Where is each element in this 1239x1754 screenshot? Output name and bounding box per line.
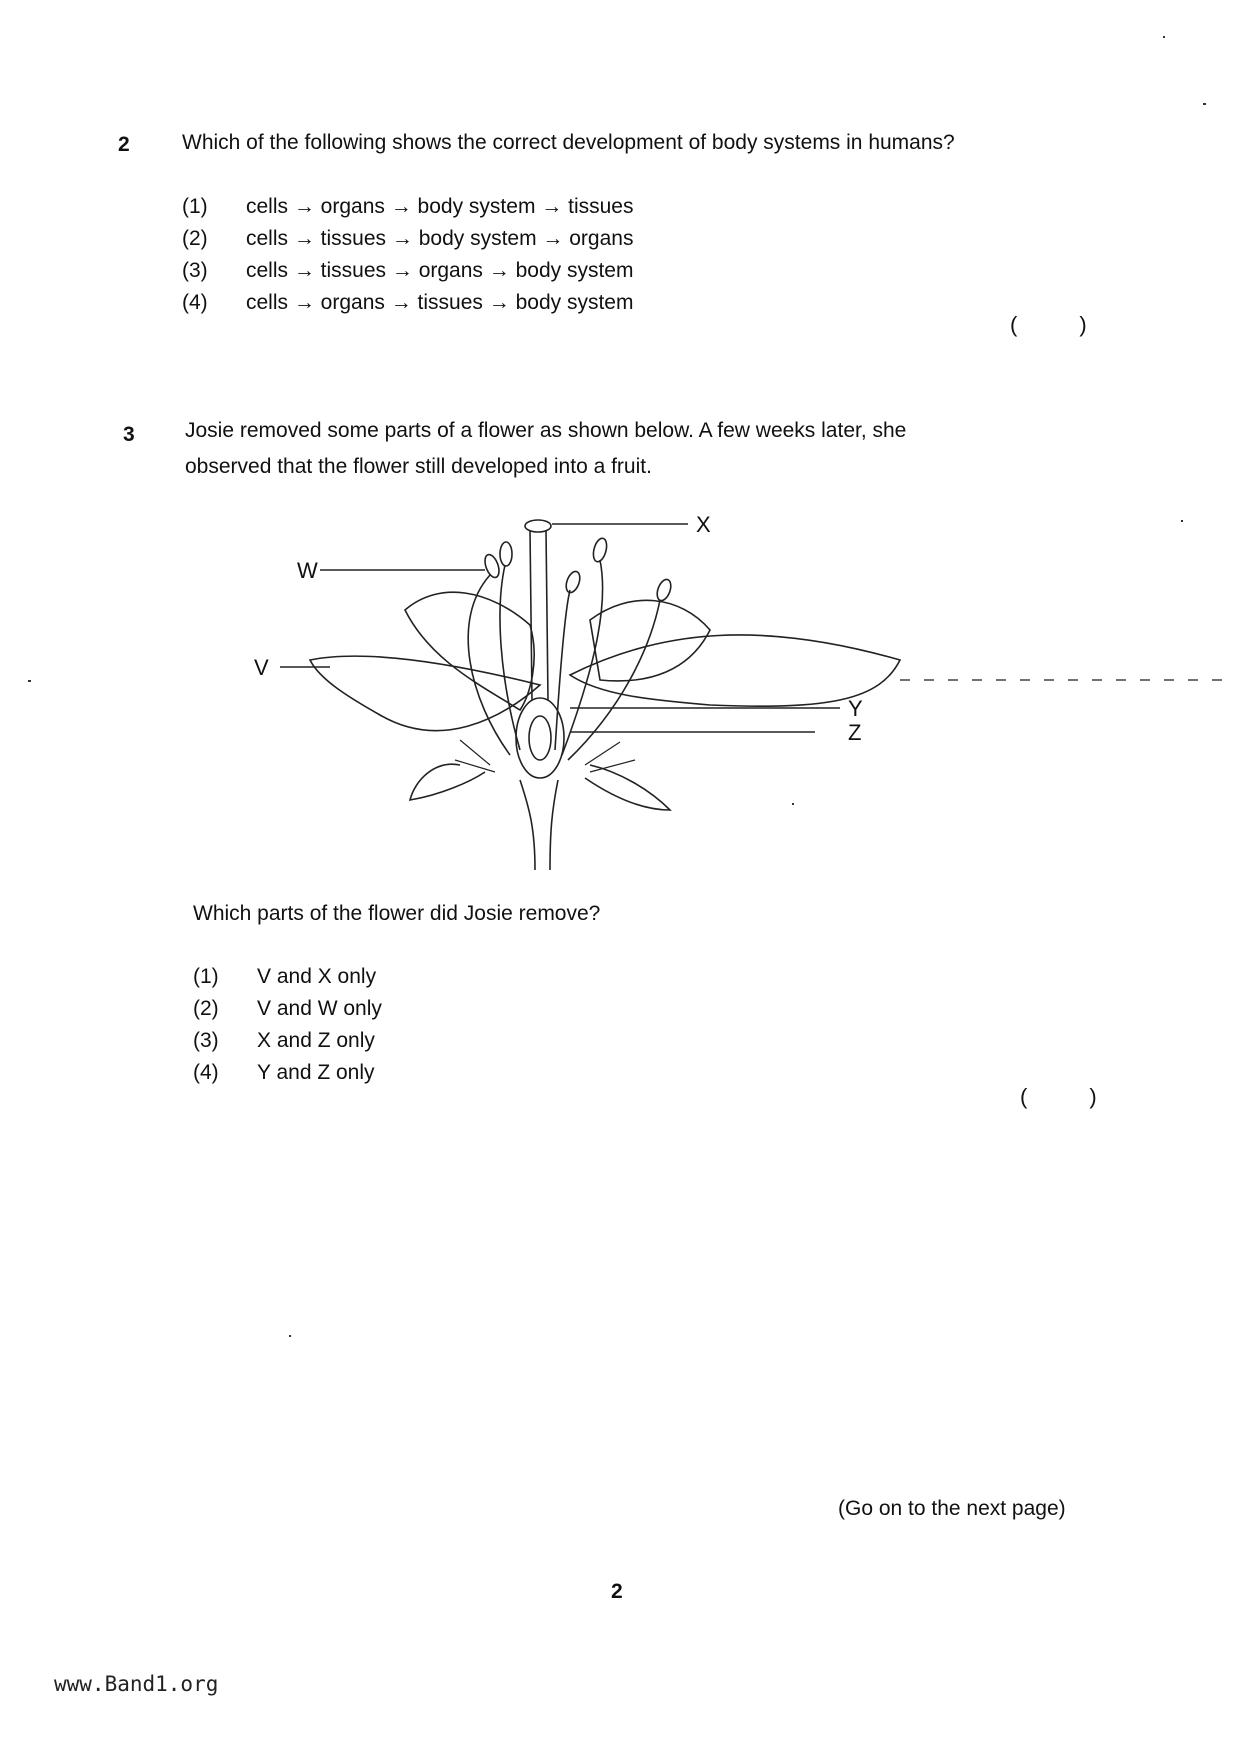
question-3-prompt: Which parts of the flower did Josie remove? xyxy=(193,902,601,925)
answer-close-bracket: ) xyxy=(1089,1084,1097,1109)
label-y: Y xyxy=(848,696,863,721)
option-number: (1) xyxy=(182,195,208,218)
answer-open-bracket: ( xyxy=(1010,312,1018,337)
question-2-number: 2 xyxy=(118,133,130,156)
page-number: 2 xyxy=(611,1580,623,1603)
option-number: (4) xyxy=(182,291,208,314)
label-z: Z xyxy=(848,720,862,745)
label-w: W xyxy=(297,558,318,583)
option-text: Y and Z only xyxy=(257,1061,375,1084)
option-number: (1) xyxy=(193,965,219,988)
answer-open-bracket: ( xyxy=(1020,1084,1028,1109)
question-2-stem: Which of the following shows the correct development of body systems in humans? xyxy=(182,131,955,154)
label-x: X xyxy=(696,512,711,537)
continue-note: (Go on to the next page) xyxy=(838,1497,1066,1520)
option-text: X and Z only xyxy=(257,1029,375,1052)
option-number: (4) xyxy=(193,1061,219,1084)
option-number: (3) xyxy=(193,1029,219,1052)
watermark-url: www.Band1.org xyxy=(54,1672,219,1696)
option-text: cells → organs → tissues → body system xyxy=(246,291,634,314)
question-3-stem-line-1: Josie removed some parts of a flower as shown below. A few weeks later, she xyxy=(185,419,907,442)
option-number: (2) xyxy=(182,227,208,250)
option-text: V and W only xyxy=(257,997,382,1020)
option-text: cells → tissues → body system → organs xyxy=(246,227,634,250)
question-3-number: 3 xyxy=(123,423,135,446)
option-text: cells → tissues → organs → body system xyxy=(246,259,634,282)
label-v: V xyxy=(254,655,269,680)
option-text: V and X only xyxy=(257,965,377,988)
option-number: (2) xyxy=(193,997,219,1020)
question-3-stem-line-2: observed that the flower still developed into a fruit. xyxy=(185,455,652,478)
option-text: cells → organs → body system → tissues xyxy=(246,195,634,218)
option-number: (3) xyxy=(182,259,208,282)
answer-close-bracket: ) xyxy=(1079,312,1087,337)
